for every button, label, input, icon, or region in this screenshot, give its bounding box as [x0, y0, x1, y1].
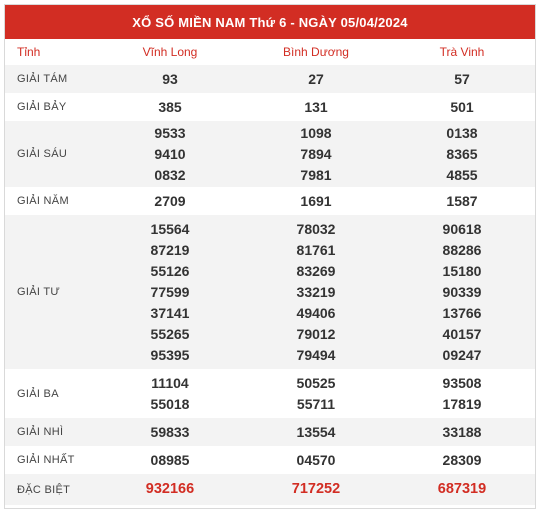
prize-cell [389, 418, 535, 446]
prize-number: 1098 [300, 124, 332, 141]
prize-cell [97, 446, 243, 474]
province-binh-duong[interactable]: Bình Dương [283, 45, 349, 59]
prize-cell [97, 474, 243, 505]
prize-number: 17819 [442, 395, 482, 412]
prize-label: GIẢI BẢY [17, 101, 67, 113]
prize-number: 33219 [296, 283, 336, 300]
prize-number: 81761 [296, 241, 336, 258]
lottery-results-card [4, 4, 536, 509]
prize-cell [243, 93, 389, 121]
prize-row [5, 65, 535, 93]
prize-number: 11104 [151, 374, 189, 391]
prize-number: 57 [454, 70, 470, 87]
prize-number: 15564 [150, 220, 190, 237]
prize-number: 83269 [296, 262, 336, 279]
prize-cell [243, 474, 389, 505]
prize-number: 08985 [150, 451, 190, 468]
prize-label: GIẢI NHẤT [17, 454, 75, 466]
prize-cell [97, 121, 243, 187]
prize-number: 501 [450, 98, 474, 115]
prize-number: 9410 [154, 145, 186, 162]
prize-number: 7981 [300, 166, 332, 183]
results-table [5, 39, 535, 505]
prize-number: 95395 [150, 346, 190, 363]
results-title: XỔ SỐ MIỀN NAM Thứ 6 - NGÀY 05/04/2024 [5, 5, 535, 39]
prize-number: 28309 [442, 451, 482, 468]
special-prize-number: 717252 [291, 481, 341, 497]
table-header-row [5, 39, 535, 65]
prize-cell [97, 187, 243, 215]
prize-number: 13554 [296, 423, 336, 440]
prize-number: 4855 [446, 166, 478, 183]
prize-row [5, 369, 535, 418]
prize-cell [243, 121, 389, 187]
prize-number: 79012 [296, 325, 336, 342]
prize-number: 0832 [154, 166, 186, 183]
province-column-label: Tỉnh [17, 45, 41, 59]
prize-cell [389, 215, 535, 369]
prize-number: 04570 [296, 451, 336, 468]
prize-cell [97, 418, 243, 446]
prize-cell [243, 215, 389, 369]
prize-cell [97, 65, 243, 93]
prize-cell [97, 369, 243, 418]
prize-number: 27 [308, 70, 324, 87]
prize-number: 385 [158, 98, 182, 115]
prize-number: 50525 [296, 374, 336, 391]
prize-number: 49406 [296, 304, 336, 321]
prize-number: 78032 [296, 220, 336, 237]
prize-number: 33188 [442, 423, 482, 440]
prize-row [5, 93, 535, 121]
prize-number: 77599 [150, 283, 190, 300]
prize-cell [389, 121, 535, 187]
prize-label: GIẢI SÁU [5, 121, 97, 187]
prize-cell [97, 93, 243, 121]
prize-row [5, 446, 535, 474]
prize-number: 55018 [150, 395, 190, 412]
prize-row [5, 121, 535, 187]
prize-number: 55711 [296, 395, 336, 412]
special-prize-number: 932166 [145, 481, 195, 497]
prize-number: 37141 [150, 304, 190, 321]
prize-cell [243, 446, 389, 474]
prize-number: 55126 [150, 262, 190, 279]
prize-number: 93508 [442, 374, 482, 391]
prize-cell [389, 474, 535, 505]
prize-number: 13766 [442, 304, 482, 321]
prize-cell [389, 187, 535, 215]
prize-cell [389, 446, 535, 474]
prize-label: GIẢI TƯ [5, 215, 97, 369]
prize-cell [389, 65, 535, 93]
prize-number: 88286 [442, 241, 482, 258]
prize-number: 15180 [442, 262, 482, 279]
prize-cell [97, 215, 243, 369]
prize-row [5, 215, 535, 369]
prize-label: GIẢI TÁM [5, 65, 97, 93]
prize-number: 131 [304, 98, 328, 115]
prize-number: 55265 [150, 325, 190, 342]
prize-number: 1587 [446, 192, 478, 209]
prize-cell [243, 369, 389, 418]
prize-label: GIẢI BA [17, 387, 59, 400]
prize-number: 9533 [154, 124, 186, 141]
prize-number: 8365 [446, 145, 478, 162]
special-prize-number: 687319 [437, 481, 487, 497]
prize-number: 09247 [442, 346, 482, 363]
province-vinh-long[interactable]: Vĩnh Long [142, 45, 198, 59]
prize-number: 93 [162, 70, 178, 87]
prize-number: 87219 [150, 241, 190, 258]
prize-number: 90618 [442, 220, 482, 237]
prize-number: 7894 [300, 145, 332, 162]
prize-label: GIẢI NHÌ [5, 418, 97, 446]
prize-cell [389, 369, 535, 418]
prize-row [5, 418, 535, 446]
prize-cell [389, 93, 535, 121]
prize-number: 40157 [442, 325, 482, 342]
prize-number: 90339 [442, 283, 482, 300]
prize-number: 59833 [150, 423, 190, 440]
prize-cell [243, 418, 389, 446]
prize-label: GIẢI NĂM [17, 195, 69, 207]
prize-number: 2709 [154, 192, 186, 209]
prize-row [5, 474, 535, 505]
prize-cell [243, 187, 389, 215]
province-tra-vinh[interactable]: Trà Vinh [439, 45, 485, 59]
prize-label: ĐẶC BIỆT [5, 474, 97, 505]
prize-number: 0138 [446, 124, 478, 141]
prize-number: 79494 [296, 346, 336, 363]
prize-number: 1691 [300, 192, 332, 209]
prize-row [5, 187, 535, 215]
prize-cell [243, 65, 389, 93]
